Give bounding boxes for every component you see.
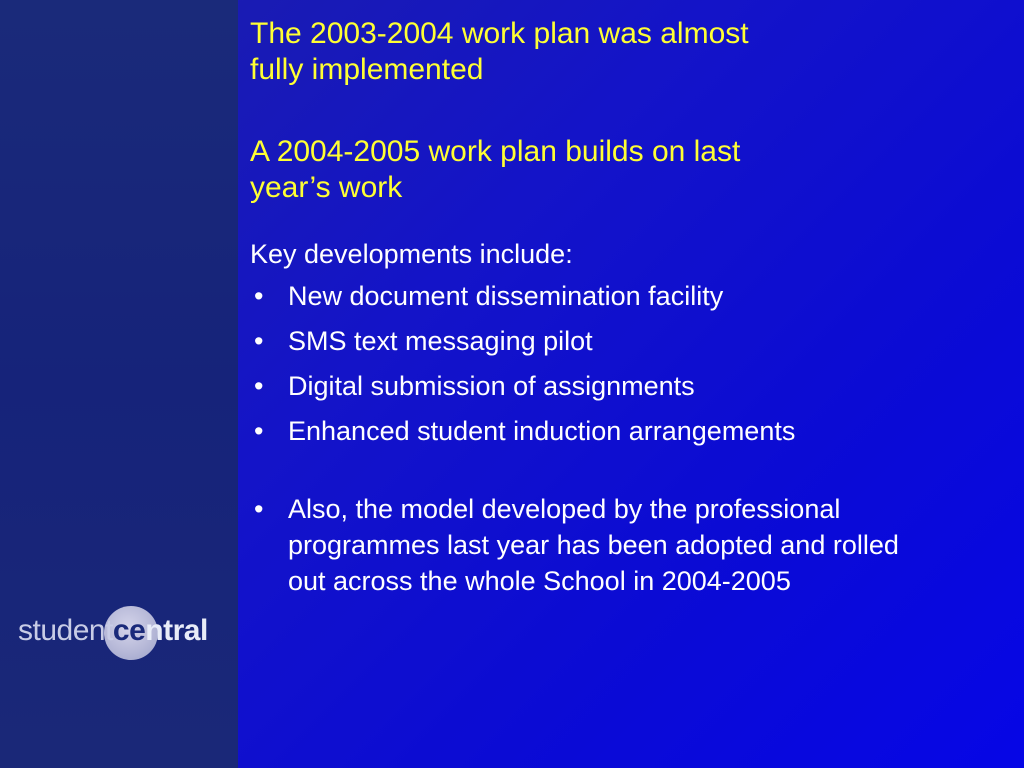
closing-list: [250, 491, 1010, 599]
bullet: •: [254, 281, 264, 311]
list-item-text: New document dissemination facility: [288, 281, 724, 311]
list-item: [250, 368, 1010, 404]
logo-central-text-a: ce: [112, 614, 146, 647]
left-panel: [0, 0, 238, 768]
list-item-text: SMS text messaging pilot: [288, 326, 593, 356]
title-1-line-2: fully implemented: [250, 53, 484, 86]
list-item-text: Digital submission of assignments: [288, 371, 695, 401]
developments-list: [250, 278, 1010, 449]
list-item-text: Enhanced student induction arrangements: [288, 416, 796, 446]
title-2-line-2: year’s work: [250, 171, 403, 204]
title-1-line-1: The 2003-2004 work plan was almost: [250, 17, 749, 50]
logo-central-text-b: ntral: [145, 614, 208, 647]
bullet: •: [254, 494, 264, 524]
student-central-logo: [18, 604, 233, 662]
list-item: [250, 323, 1010, 359]
bullet: •: [254, 371, 264, 401]
bullet: •: [254, 416, 264, 446]
intro-text: Key developments include:: [250, 239, 573, 269]
closing-item-text: Also, the model developed by the professional programmes last year has been adopted and rolled out across the whole School in 2004-2005: [288, 494, 899, 596]
closing-item: [250, 491, 928, 599]
title-2-line-1: A 2004-2005 work plan builds on last: [250, 135, 741, 168]
list-item: [250, 413, 1010, 449]
logo-text: [18, 613, 208, 649]
bullet: •: [254, 326, 264, 356]
list-item: [250, 278, 1010, 314]
logo-student-text: student: [18, 614, 113, 647]
slide-content: [250, 16, 1010, 608]
